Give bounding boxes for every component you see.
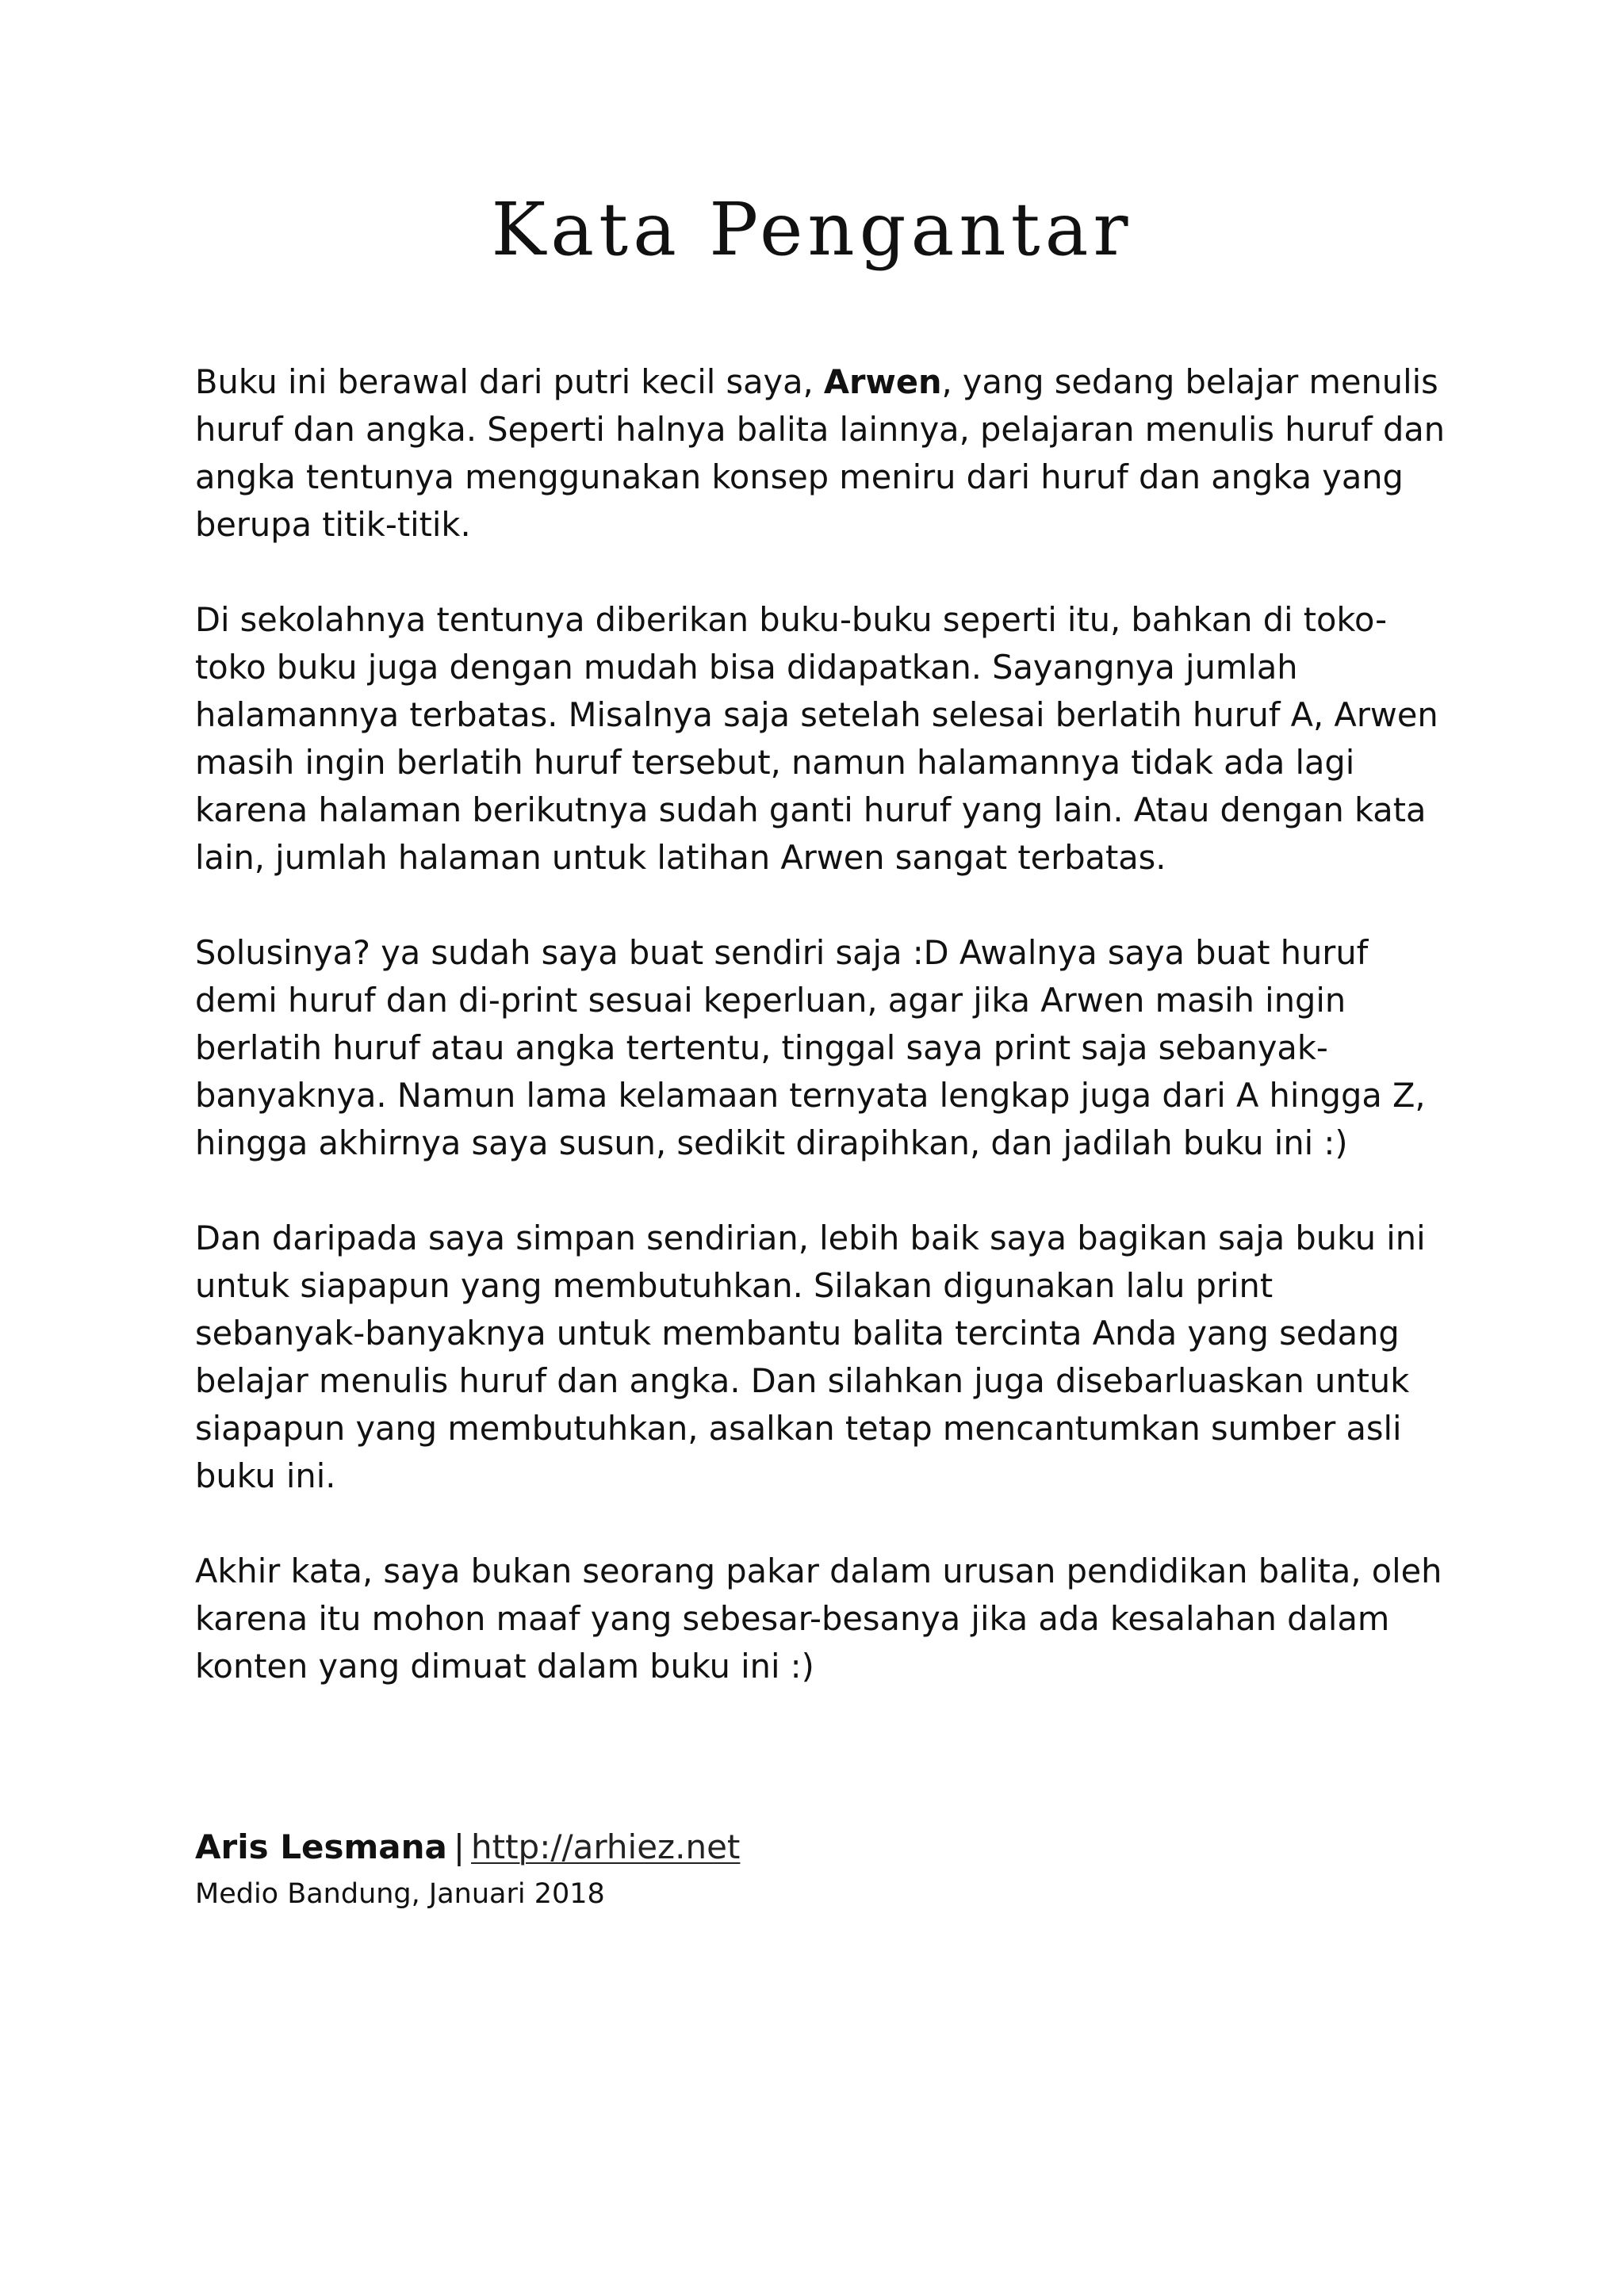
paragraph-1 (195, 358, 1448, 549)
signature-block (195, 1823, 1448, 1914)
paragraph-1-bold-name: Arwen (823, 362, 942, 401)
page-title: Kata Pengantar (491, 187, 1133, 272)
body-text (195, 358, 1448, 1738)
place-date: Medio Bandung, Januari 2018 (195, 1878, 605, 1910)
paragraph-1-intro: Buku ini berawal dari putri kecil saya, (195, 362, 824, 401)
paragraph-4: Dan daripada saya simpan sendirian, lebih baik saya bagikan saja buku ini untuk siapapun yang membutuhkan. Silakan digunakan lalu print sebanyak-banyaknya untuk membantu balita tercinta Anda yang sedang belajar menulis huruf dan angka. Dan silahkan juga disebarluaskan untuk siapapun yang membutuhkan, asalkan tetap mencantumkan sumber asli buku ini. (195, 1219, 1426, 1495)
paragraph-1-rest: , yang sedang belajar menulis huruf dan angka. Seperti halnya balita lainnya, pelajaran menulis huruf dan angka tentunya menggunakan konsep meniru dari huruf dan angka yang berupa titik-titik. (195, 362, 1446, 544)
signature-line (195, 1823, 1448, 1871)
signature-separator: | (453, 1827, 465, 1866)
author-website-link[interactable]: http://arhiez.net (471, 1827, 741, 1866)
paragraph-3: Solusinya? ya sudah saya buat sendiri saja :D Awalnya saya buat huruf demi huruf dan di-print sesuai keperluan, agar jika Arwen masih ingin berlatih huruf atau angka tertentu, tinggal saya print saja sebanyak-banyaknya. Namun lama kelamaan ternyata lengkap juga dari A hingga Z, hingga akhirnya saya susun, sedikit dirapihkan, dan jadilah buku ini :) (195, 933, 1426, 1162)
author-name: Aris Lesmana (195, 1827, 447, 1866)
paragraph-5: Akhir kata, saya bukan seorang pakar dalam urusan pendidikan balita, oleh karena itu mohon maaf yang sebesar-besanya jika ada kesalahan dalam konten yang dimuat dalam buku ini :) (195, 1552, 1442, 1686)
paragraph-2: Di sekolahnya tentunya diberikan buku-buku seperti itu, bahkan di toko-toko buku juga dengan mudah bisa didapatkan. Sayangnya jumlah halamannya terbatas. Misalnya saja setelah selesai berlatih huruf A, Arwen masih ingin berlatih huruf tersebut, namun halamannya tidak ada lagi karena halaman berikutnya sudah ganti huruf yang lain. Atau dengan kata lain, jumlah halaman untuk latihan Arwen sangat terbatas. (195, 600, 1438, 877)
